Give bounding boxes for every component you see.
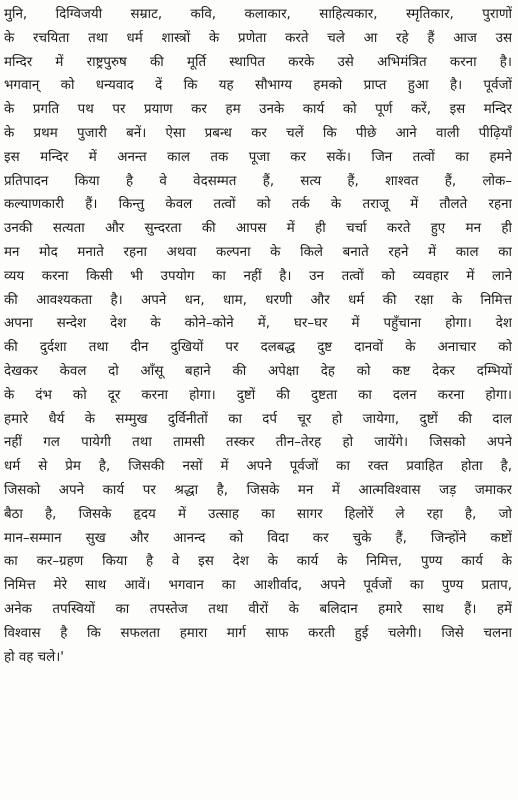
- text-line: के प्रथम पुजारी बनें। ऐसा प्रबन्ध कर चलें कि पीछे आने वाली पीढ़ियाँ: [4, 125, 512, 141]
- text-line: के प्रगति पथ पर प्रयाण कर हम उनके कार्य को पूर्ण करें, इस मन्दिर: [4, 102, 512, 118]
- text-line: के दंभ को दूर करना होगा। दुष्टों की दुष्टता का दलन करना होगा।: [4, 387, 512, 403]
- body-text: [4, 3, 512, 669]
- text-line: अपना सन्देश देश के कोने–कोने में, घर–घर में पहुँचाना होगा। देश: [4, 316, 512, 332]
- text-line: की दुर्दशा तथा दीन दुखियों पर दलबद्ध दुष्ट दानवों के अनाचार को: [4, 340, 512, 356]
- text-line: मन्दिर में राष्ट्रपुरुष की मूर्ति स्थापित करके उसे अभिमंत्रित करना है।: [4, 54, 512, 70]
- text-line: व्यय करना किसी भी उपयोग का नहीं है। उन तत्वों को व्यवहार में लाने: [4, 268, 512, 284]
- text-line: नहीं गल पायेगी तथा तामसी तस्कर तीन–तेरह हो जायेंगे। जिसको अपने: [4, 435, 512, 451]
- text-line: निमित्त मेरे साथ आवें। भगवान का आशीर्वाद, अपने पूर्वजों का पुण्य प्रताप,: [4, 578, 512, 594]
- text-line: मुनि, दिग्विजयी सम्राट, कवि, कलाकार, साहित्यकार, स्मृतिकार, पुराणों: [4, 7, 512, 22]
- text-line: हो वह चले।': [4, 649, 64, 665]
- text-line: उनकी सत्यता और सुन्दरता की आपस में ही चर्चा करते हुए मन ही: [4, 221, 512, 237]
- text-line: अनेक तपस्वियों का तपस्तेज तथा वीरों के बलिदान हमारे साथ हैं। हमें: [4, 601, 512, 617]
- text-line: कल्याणकारी हैं। किन्तु केवल तत्वों को तर्क के तराजू में तौलते रहना: [4, 197, 512, 213]
- text-line: प्रतिपादन किया है वे वेदसम्मत हैं, सत्य हैं, शाश्वत हैं, लोक–: [4, 173, 512, 189]
- text-line: मान–सम्मान सुख और आनन्द को विदा कर चुके हैं, जिन्होंने कष्टों: [4, 530, 512, 546]
- text-line: हमारे धैर्य के सम्मुख दुर्विनीतों का दर्प चूर हो जायेगा, दुष्टों की दाल: [4, 411, 512, 427]
- text-line: जिसको अपने कार्य पर श्रद्धा है, जिसके मन में आत्मविश्वास जड़ जमाकर: [4, 482, 512, 498]
- text-line: के रचयिता तथा धर्म शास्त्रों के प्रणेता करते चले आ रहे हैं आज उस: [4, 30, 512, 46]
- text-line: की आवश्यकता है। अपने धन, धाम, धरणी और धर्म की रक्षा के निमित्त: [4, 292, 512, 308]
- text-line: विश्वास है कि सफलता हमारा मार्ग साफ करती हुई चलेगी। जिसे चलना: [4, 625, 512, 641]
- text-line: धर्म से प्रेम है, जिसकी नसों में अपने पूर्वजों का रक्त प्रवाहित होता है,: [4, 459, 512, 475]
- text-line: इस मन्दिर में अनन्त काल तक पूजा कर सकें। जिन तत्वों का हमने: [4, 149, 512, 165]
- text-line: देखकर केवल दो आँसू बहाने की अपेक्षा देह को कष्ट देकर दम्भियों: [4, 363, 512, 379]
- text-line: भगवान् को धन्यवाद दें कि यह सौभाग्य हमको प्राप्त हुआ है। पूर्वजों: [4, 78, 512, 94]
- text-line: बैठा है, जिसके हृदय में उत्साह का सागर हिलोरें ले रहा है, जो: [4, 506, 512, 522]
- text-line: मन मोद मनाते रहना अथवा कल्पना के किले बनाते रहने में काल का: [4, 244, 512, 260]
- text-line: का कर–ग्रहण किया है वे इस देश के कार्य के निमित्त, पुण्य कार्य के: [4, 554, 512, 570]
